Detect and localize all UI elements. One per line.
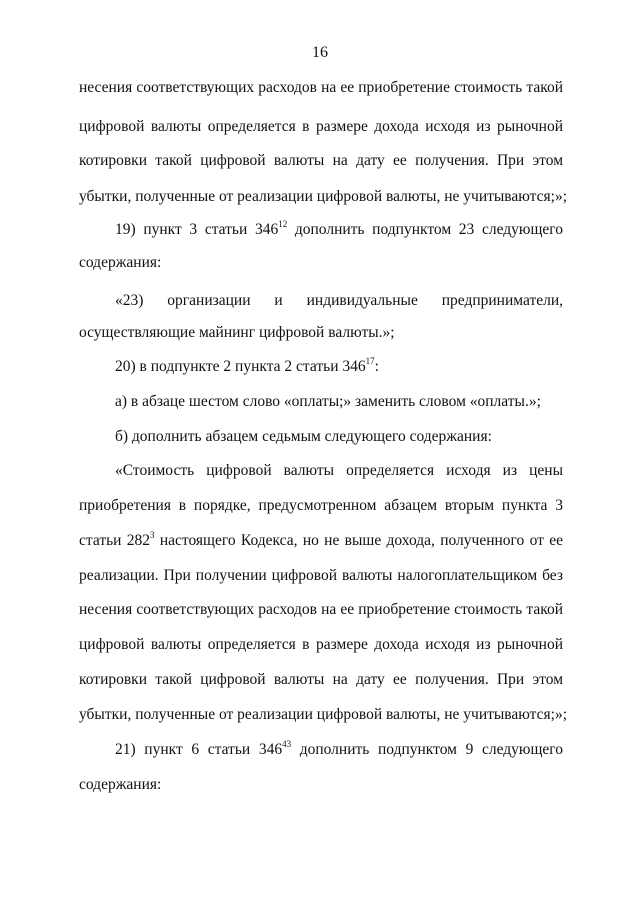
text-line: цифровой валюты определяется в размере дохода исходя из рыночной (79, 118, 563, 135)
text-line: содержания: (79, 254, 162, 271)
text-line-with-superscript (115, 220, 563, 240)
text-line: приобретения в порядке, предусмотренном абзацем вторым пункта 3 (79, 497, 563, 514)
line-text: 20) в подпункте 2 пункта 2 статьи 346 (115, 358, 366, 375)
line-text: статьи 282 (79, 532, 151, 549)
text-line: несения соответствующих расходов на ее приобретение стоимость такой (79, 79, 563, 96)
superscript: 12 (278, 218, 288, 229)
line-text: 19) пункт 3 статьи 346 (115, 221, 279, 238)
line-text: настоящего Кодекса, но не выше дохода, полученного от ее (154, 532, 563, 549)
line-text: дополнить подпунктом 9 следующего (291, 741, 564, 758)
text-line: убытки, полученные от реализации цифровой валюты, не учитываются;»; (79, 188, 568, 205)
text-line: цифровой валюты определяется в размере дохода исходя из рыночной (79, 636, 563, 653)
text-line: убытки, полученные от реализации цифровой валюты, не учитываются;»; (79, 706, 568, 723)
text-line: а) в абзаце шестом слово «оплаты;» заменить словом «оплаты.»; (115, 393, 541, 410)
text-line: «23) организации и индивидуальные предприниматели, (115, 292, 563, 309)
text-line: котировки такой цифровой валюты на дату ее получения. При этом (79, 671, 563, 688)
text-line: «Стоимость цифровой валюты определяется исходя из цены (115, 462, 563, 479)
text-line: котировки такой цифровой валюты на дату ее получения. При этом (79, 152, 563, 169)
line-text: 21) пункт 6 статьи 346 (115, 741, 283, 758)
text-line: реализации. При получении цифровой валюты налогоплательщиком без (79, 567, 563, 584)
text-line: б) дополнить абзацем седьмым следующего содержания: (115, 428, 492, 445)
line-text: дополнить подпунктом 23 следующего (287, 221, 564, 238)
line-text: : (374, 358, 379, 375)
text-line: несения соответствующих расходов на ее приобретение стоимость такой (79, 601, 563, 618)
text-line: содержания: (79, 776, 162, 793)
text-line-with-superscript (79, 531, 563, 551)
text-line-with-superscript (115, 740, 563, 760)
page-number: 16 (312, 44, 328, 61)
text-line: осуществляющие майнинг цифровой валюты.»; (79, 324, 395, 341)
superscript: 17 (365, 355, 375, 366)
superscript: 43 (282, 738, 292, 749)
text-line-with-superscript (115, 357, 563, 377)
superscript: 3 (150, 529, 155, 540)
